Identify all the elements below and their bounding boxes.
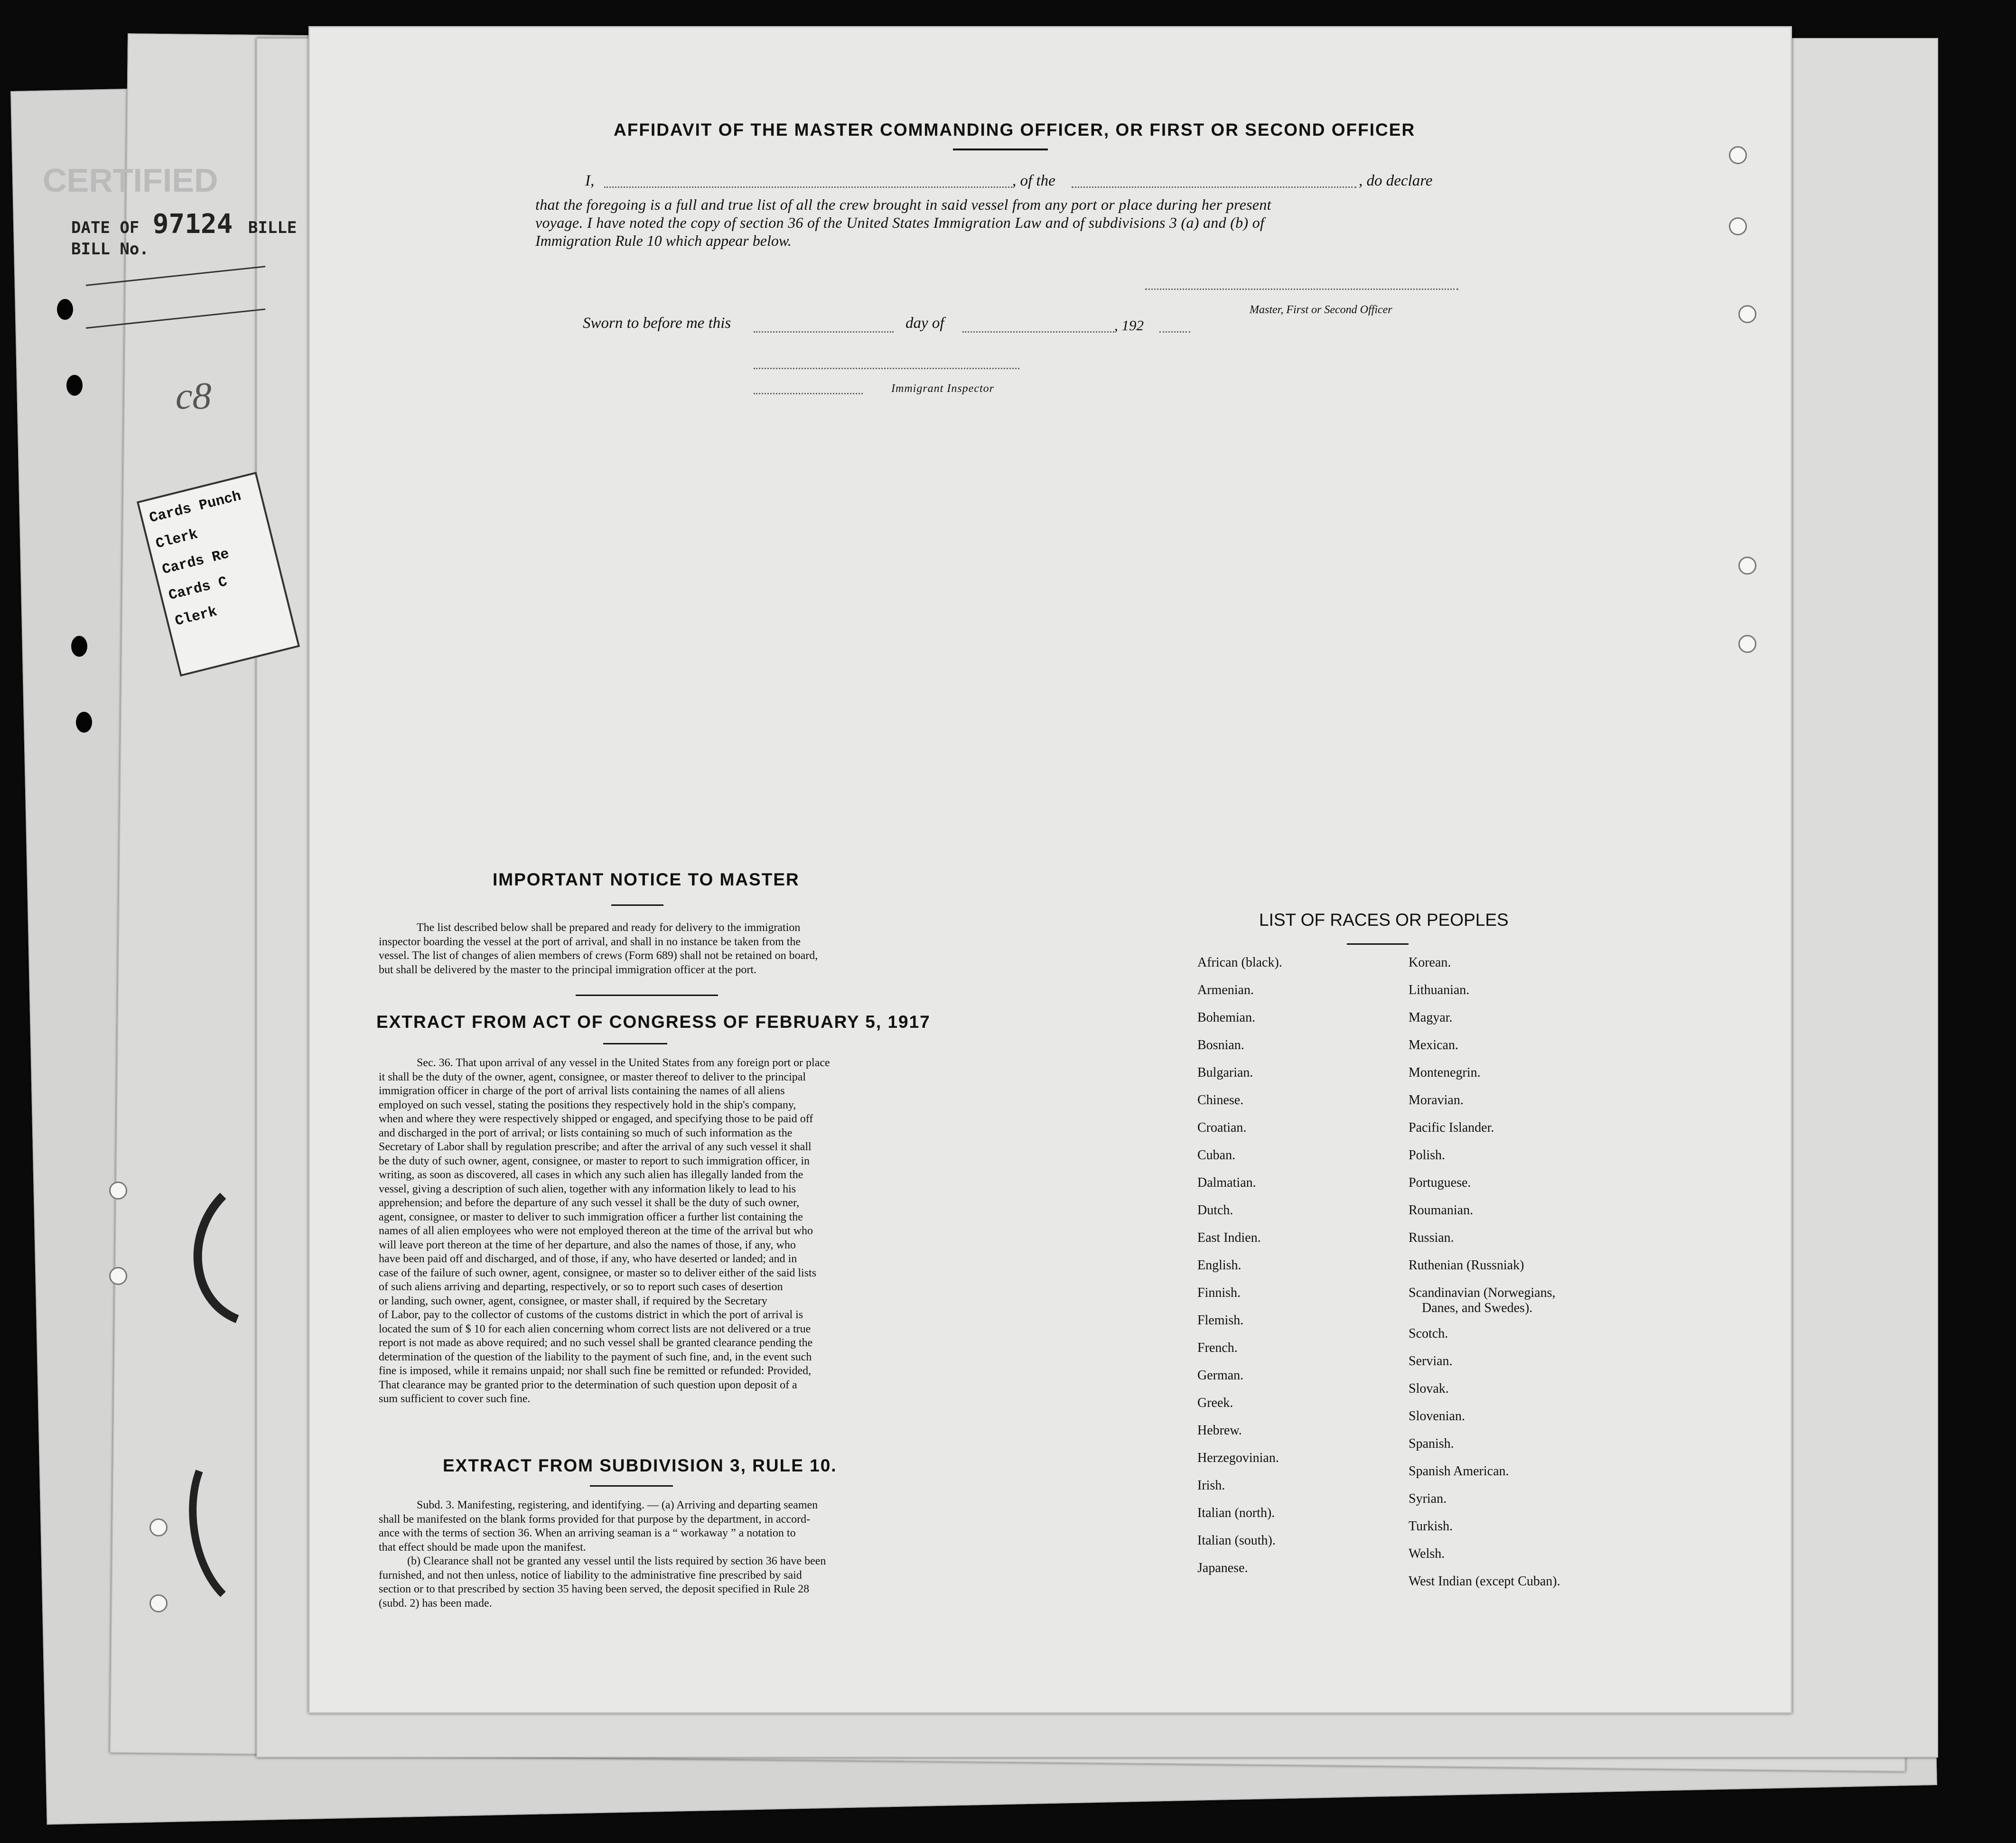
race-item: Spanish. [1409,1436,1454,1451]
race-item: Slovak. [1409,1381,1449,1396]
extract1-line: will leave port thereon at the time of her departure, and also the names of those, if any, who [379,1238,796,1251]
inspector-line [754,393,863,394]
race-item: African (black). [1197,955,1282,970]
extract1-line: be the duty of such owner, agent, consignee, or master to report to such immigration officer, in [379,1154,810,1167]
race-item: English. [1197,1258,1241,1273]
extract1-line: and discharged in the port of arrival; or lists containing so much of such information as the [379,1126,793,1139]
punch-hole [1738,557,1756,575]
extract2-line: furnished, and not then unless, notice of liability to the administrative fine prescribed by said [379,1569,802,1582]
cards-stamp-line: Cards Punch [148,488,243,527]
race-item: Japanese. [1197,1561,1248,1575]
cards-stamp-line: Clerk [154,526,200,553]
extract1-line: of Labor, pay to the collector of customs of the customs district in which the port of arrival is [379,1309,803,1321]
race-item: Scandinavian (Norwegians, Danes, and Swedes). [1409,1285,1556,1315]
race-item: West Indian (except Cuban). [1409,1574,1560,1589]
day-of-label: day of [905,315,944,332]
date-value: 97124 [152,209,233,240]
extract1-line: sum sufficient to cover such fine. [379,1393,531,1405]
affidavit-do-declare: , do declare [1359,172,1433,189]
race-item: Dalmatian. [1197,1175,1256,1190]
master-signature-label: Master, First or Second Officer [1250,304,1392,316]
extract1-line: agent, consignee, or master to deliver to such immigration officer a further list containing the [379,1210,803,1223]
extract1-line: Secretary of Labor shall by regulation prescribe; and after the arrival of any such vessel it shall [379,1141,812,1153]
race-item: Slovenian. [1409,1409,1465,1424]
race-item: Polish. [1409,1148,1446,1163]
notice-underline [611,904,663,906]
bill-suffix: BILLE [248,218,297,237]
extract1-line: That clearance may be granted prior to the determination of such question upon deposit of a [379,1378,797,1391]
race-item: Turkish. [1409,1519,1453,1534]
extract1-line: report is not made as above required; and no such vessel shall be granted clearance pending the [379,1337,813,1349]
cards-stamp-line: Cards Re [160,546,231,578]
day-line [754,331,894,333]
extract1-line: employed on such vessel, stating the positions they respectively hold in the ship's company, [379,1098,796,1111]
race-item: Cuban. [1197,1148,1236,1163]
race-item: Korean. [1409,955,1451,970]
notice-body [379,921,948,977]
punch-hole [1729,146,1747,164]
race-item: Lithuanian. [1409,983,1470,997]
notice-line: The list described below shall be prepared and ready for delivery to the immigration [417,922,801,934]
notice-line: vessel. The list of changes of alien members of crews (Form 689) shall not be retained on board, [379,949,818,962]
extract2-underline [590,1485,673,1487]
race-item: Ruthenian (Russniak) [1409,1258,1524,1273]
affidavit-body: voyage. I have noted the copy of section 36 of the United States Immigration Law and of subdivisions 3 (a) and (b) of [535,214,1265,231]
affidavit-form [308,26,1792,1713]
race-item: Welsh. [1409,1546,1445,1561]
race-item: Bulgarian. [1197,1065,1253,1080]
races-column-1 [1197,955,1397,1620]
cards-stamp-line: Cards C [167,574,229,604]
affidavit-title: AFFIDAVIT OF THE MASTER COMMANDING OFFICER, OR FIRST OR SECOND OFFICER [614,120,1416,140]
affidavit-body: Immigration Rule 10 which appear below. [535,232,792,249]
affidavit-body: that the foregoing is a full and true list of all the crew brought in said vessel from any port or place during her present [535,196,1271,213]
extract2-line: Subd. 3. Manifesting, registering, and identifying. — (a) Arriving and departing seamen [417,1499,818,1511]
races-title: LIST OF RACES OR PEOPLES [1259,910,1509,930]
handwritten-mark: c8 [176,375,212,417]
punch-hole [76,712,92,733]
section-divider [576,995,718,996]
punch-hole [1729,217,1747,235]
race-item: Hebrew. [1197,1423,1242,1438]
signature-line [1145,289,1458,290]
race-item: East Indien. [1197,1230,1261,1245]
race-item: Roumanian. [1409,1203,1474,1218]
punch-hole [149,1594,168,1612]
race-item: German. [1197,1368,1244,1383]
punch-hole [57,299,73,320]
race-item: Spanish American. [1409,1464,1509,1479]
race-item: Italian (south). [1197,1533,1276,1548]
race-item: Portuguese. [1409,1175,1471,1190]
extract1-line: fine is imposed, while it remains unpaid; nor shall such fine be remitted or refunded: Provided, [379,1365,812,1377]
extract2-line: shall be manifested on the blank forms provided for that purpose by the department, in accord- [379,1513,811,1526]
race-item: Herzegovinian. [1197,1451,1279,1465]
extract1-line: apprehension; and before the departure of any such vessel it shall be the duty of such owner, [379,1197,800,1209]
race-item: Syrian. [1409,1491,1447,1506]
race-item: Pacific Islander. [1409,1120,1494,1135]
extract1-line: vessel, giving a description of such alien, together with any information likely to lead to his [379,1182,796,1195]
punch-hole [109,1267,127,1285]
extract1-line: names of all alien employees who were not employed thereon at the time of the arrival but who [379,1225,813,1237]
punch-hole [109,1182,127,1200]
extract2-line: section or to that prescribed by section 35 having been served, the deposit specified in Rule 28 [379,1583,810,1595]
extract2-line: that effect should be made upon the manifest. [379,1541,586,1554]
race-item: French. [1197,1340,1238,1355]
extract1-line: immigration officer in charge of the port of arrival lists containing the names of all aliens [379,1085,785,1097]
vessel-line [1072,186,1356,188]
date-stamp [71,209,297,240]
race-item: Irish. [1197,1478,1225,1493]
race-item: Dutch. [1197,1203,1233,1218]
year-label: , 192 [1114,317,1144,334]
race-item: Servian. [1409,1354,1453,1368]
inspector-signature-line [754,368,1019,369]
punch-hole [66,375,83,396]
punch-hole [149,1518,168,1536]
races-column-2 [1409,955,1674,1638]
year-line [1159,331,1190,333]
race-item: Mexican. [1409,1038,1458,1052]
title-underline [953,149,1048,150]
race-item: Flemish. [1197,1313,1244,1328]
race-item: Bohemian. [1197,1010,1256,1025]
notice-line: but shall be delivered by the master to the principal immigration officer at the port. [379,963,756,976]
race-item: Chinese. [1197,1093,1244,1108]
inspector-label: Immigrant Inspector [891,382,994,395]
notice-title: IMPORTANT NOTICE TO MASTER [493,870,800,889]
extract1-line: determination of the question of the liability to the payment of such fine, and, in the event such [379,1350,812,1363]
extract1-title: EXTRACT FROM ACT OF CONGRESS OF FEBRUARY 5, 1917 [376,1012,931,1032]
race-item: Scotch. [1409,1326,1448,1341]
extract1-line: Sec. 36. That upon arrival of any vessel in the United States from any foreign port or place [417,1057,830,1069]
race-item: Russian. [1409,1230,1454,1245]
sworn-label: Sworn to before me this [583,315,731,332]
races-underline [1347,943,1409,945]
extract2-title: EXTRACT FROM SUBDIVISION 3, RULE 10. [443,1456,837,1475]
extract1-underline [603,1043,667,1044]
punch-hole [1738,305,1756,323]
race-item: Moravian. [1409,1093,1464,1108]
certified-stamp: CERTIFIED [43,162,218,199]
race-item: Finnish. [1197,1285,1241,1300]
notice-line: inspector boarding the vessel at the port of arrival, and shall in no instance be taken from the [379,935,801,948]
extract1-line: case of the failure of such owner, agent, consignee, or master so to deliver either of the said lists [379,1266,817,1279]
extract1-body [379,1056,948,1406]
race-item: Montenegrin. [1409,1065,1481,1080]
race-item: Greek. [1197,1396,1233,1410]
race-item: Magyar. [1409,1010,1453,1025]
cards-stamp-line: Clerk [173,604,219,630]
extract2-body [379,1499,948,1610]
name-line [604,186,1012,188]
affidavit-of-the: , of the [1012,172,1055,189]
extract1-line: have been paid off and discharged, and of those, if any, who have deserted or landed; and in [379,1253,797,1265]
bill-no-label: BILL No. [71,240,149,259]
extract1-line: or landing, such owner, agent, consignee, or master shall, if required by the Secretary [379,1294,767,1307]
extract1-line: it shall be the duty of the owner, agent, consignee, or master thereof to deliver to the principal [379,1070,806,1083]
extract1-line: writing, as soon as discovered, all cases in which any such alien has illegally landed from the [379,1169,803,1181]
race-item: Armenian. [1197,983,1254,997]
extract1-line: of such aliens arriving and departing, respectively, or so to report such cases of desertion [379,1281,783,1293]
affidavit-i: I, [585,172,595,189]
race-item: Italian (north). [1197,1506,1275,1520]
punch-hole [71,636,87,657]
month-line [962,331,1114,333]
race-item: Croatian. [1197,1120,1247,1135]
extract2-line: (b) Clearance shall not be granted any vessel until the lists required by section 36 have been [407,1555,826,1567]
extract2-line: (subd. 2) has been made. [379,1597,492,1610]
extract1-line: located the sum of $ 10 for each alien concerning whom correct lists are not delivered or a true [379,1322,811,1335]
extract1-line: when and where they were respectively shipped or engaged, and specifying those to be paid off [379,1113,813,1125]
punch-hole [1738,635,1756,653]
date-label: DATE OF [71,218,140,237]
extract2-line: ance with the terms of section 36. When an arriving seaman is a “ workaway ” a notation to [379,1527,796,1539]
race-item: Bosnian. [1197,1038,1244,1052]
